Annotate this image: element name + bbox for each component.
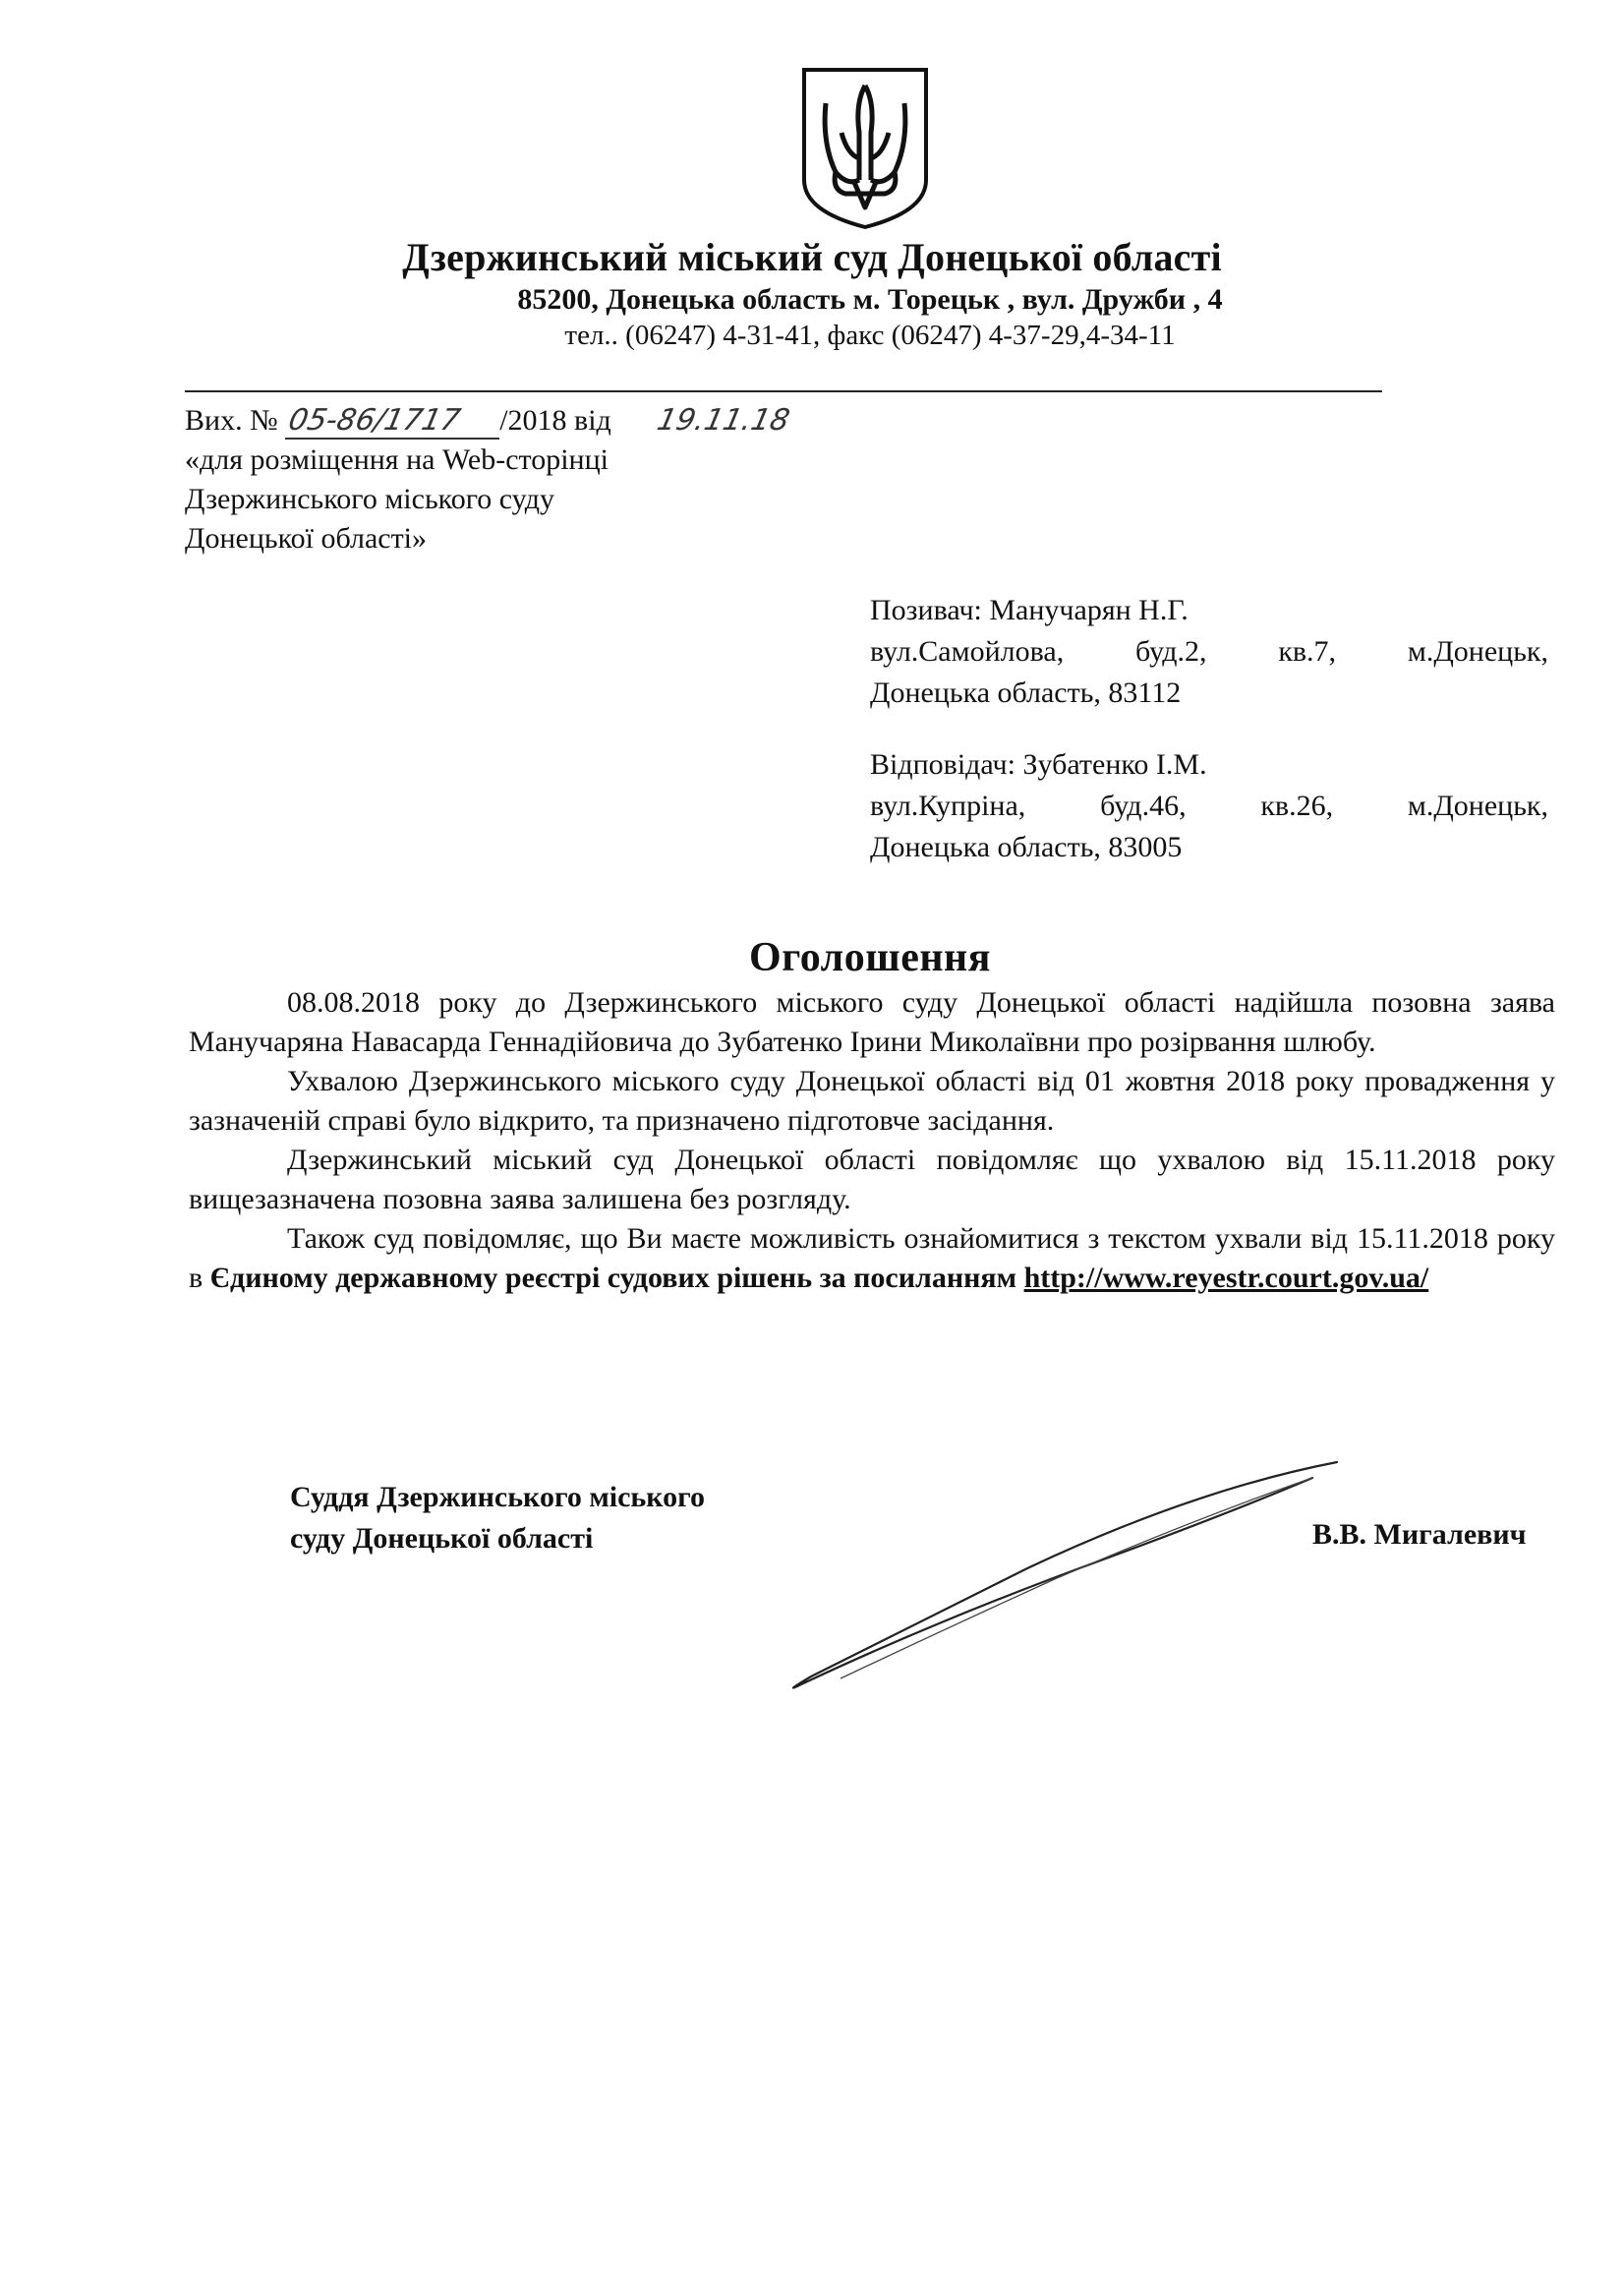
handwritten-signature	[782, 1450, 1352, 1706]
defendant-address	[870, 786, 1548, 827]
paragraph	[189, 1219, 1555, 1298]
registry-link[interactable]: http://www.reyestr.court.gov.ua/	[1023, 1262, 1429, 1294]
judge-title-line: Суддя Дзержинського міського	[290, 1481, 706, 1513]
address-city: м.Донецьк,	[1407, 790, 1548, 822]
paragraph: 08.08.2018 року до Дзержинського міського суду Донецької області надійшла позовна заява Манучаряна Навасарда Геннадійовича до Зубатенко Ірини Миколаївни про розірвання шлюбу.	[189, 986, 1555, 1058]
web-note-line: Дзержинського міського суду	[185, 483, 555, 515]
announcement-body	[189, 983, 1555, 1298]
plaintiff-block	[870, 590, 1548, 714]
coat-of-arms-emblem	[796, 64, 934, 231]
web-note-line: Донецької області»	[185, 522, 428, 555]
court-name: Дзержинський міський суд Донецької області	[402, 235, 1222, 279]
announcement-title: Оголошення	[749, 935, 991, 980]
web-note-line: «для розміщення на Web-сторінці	[185, 443, 609, 476]
outgoing-year: /2018 від	[499, 404, 611, 437]
header-divider	[185, 390, 1382, 392]
court-address: 85200, Донецька область м. Торецьк , вул. Дружби , 4	[517, 283, 1223, 316]
outgoing-prefix: Вих. №	[185, 404, 278, 437]
address-street: вул.Купріна,	[870, 790, 1026, 822]
judge-title	[290, 1477, 705, 1559]
paragraph: Дзержинський міський суд Донецької області повідомляє що ухвалою від 15.11.2018 року вищезазначена позовна заява залишена без розгляду.	[189, 1144, 1555, 1215]
paragraph: Ухвалою Дзержинського міського суду Донецької області від 01 жовтня 2018 року провадження у зазначеній справі було відкрито, та призначено підготовче засідання.	[189, 1065, 1555, 1137]
address-city: м.Донецьк,	[1407, 635, 1548, 668]
judge-name: В.В. Мигалевич	[1312, 1518, 1527, 1551]
address-flat: кв.26,	[1260, 790, 1334, 822]
address-house: буд.2,	[1135, 635, 1207, 668]
judge-title-line: суду Донецької області	[290, 1522, 594, 1555]
paragraph-text: Також суд повідомляє, що Ви маєте можливість ознайомитися з текстом ухвали від 15.11.2018 року в	[189, 1222, 1555, 1294]
plaintiff-name: Позивач: Манучарян Н.Г.	[870, 594, 1189, 626]
outgoing-number-line	[185, 403, 793, 440]
registry-name: Єдиному державному реєстрі судових рішень за посиланням	[209, 1262, 1017, 1294]
web-publication-note	[185, 441, 609, 559]
plaintiff-address	[870, 631, 1548, 673]
defendant-name: Відповідач: Зубатенко І.М.	[870, 748, 1207, 781]
plaintiff-region: Донецька область, 83112	[870, 676, 1182, 709]
address-house: буд.46,	[1100, 790, 1187, 822]
outgoing-date: 19.11.18	[654, 403, 793, 438]
address-flat: кв.7,	[1278, 635, 1337, 668]
address-street: вул.Самойлова,	[870, 635, 1065, 668]
defendant-block	[870, 744, 1548, 868]
outgoing-number: 05-86/1717	[285, 403, 464, 438]
defendant-region: Донецька область, 83005	[870, 831, 1183, 863]
court-contacts: тел.. (06247) 4-31-41, факс (06247) 4-37-29,4-34-11	[564, 320, 1176, 351]
